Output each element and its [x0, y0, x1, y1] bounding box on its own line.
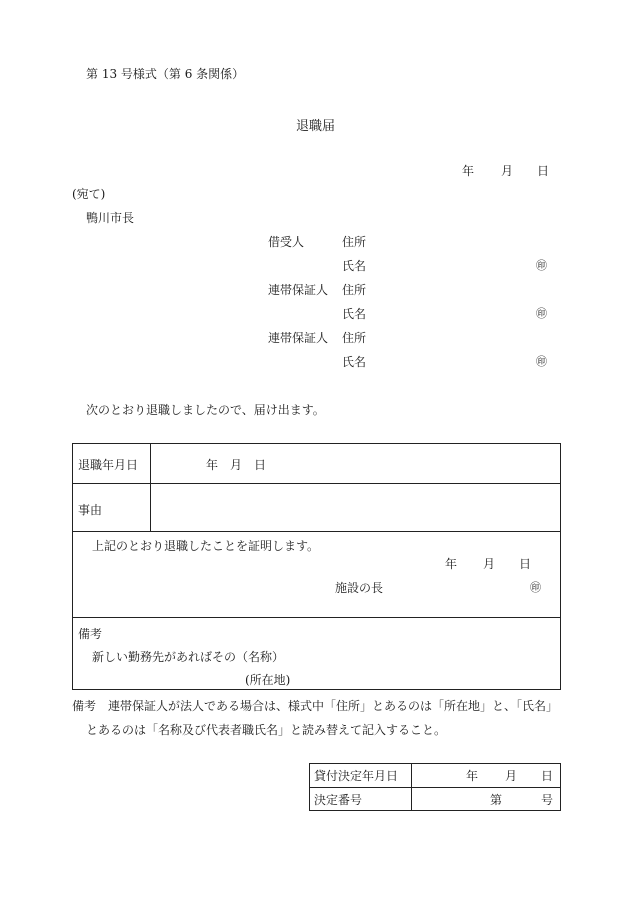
addressee-name: 鴨川市長 — [86, 211, 135, 225]
facility-head-label: 施設の長 — [335, 581, 384, 595]
intro-text: 次のとおり退職しましたので、届け出ます。 — [86, 403, 325, 417]
new-workplace-label: 新しい勤務先があればその（名称） — [92, 650, 285, 664]
decision-month: 月 — [505, 769, 518, 783]
decision-number-suffix: 号 — [541, 793, 554, 807]
guarantor1-label: 連帯保証人 — [268, 283, 329, 297]
guarantor2-label: 連帯保証人 — [268, 331, 329, 345]
table-divider — [72, 617, 561, 618]
facility-seal-icon: ㊞ — [530, 581, 541, 594]
date-day: 日 — [537, 164, 550, 178]
guarantor1-name-label: 氏名 — [342, 307, 367, 321]
certify-year: 年 — [445, 557, 458, 571]
note-line-1: 備考 連帯保証人が法人である場合は、様式中「住所」とあるのは「所在地」と、「氏名」 — [72, 699, 559, 713]
retire-date-value: 年 月 日 — [206, 458, 267, 472]
addressee-prefix: (宛て) — [72, 187, 106, 201]
date-month: 月 — [501, 164, 514, 178]
guarantor2-address-label: 住所 — [342, 331, 367, 345]
remarks-label: 備考 — [78, 627, 103, 641]
borrower-seal-icon: ㊞ — [536, 259, 547, 272]
decision-number-label: 決定番号 — [314, 793, 363, 807]
certify-text: 上記のとおり退職したことを証明します。 — [92, 539, 320, 553]
certify-month: 月 — [483, 557, 496, 571]
table-column-divider — [150, 443, 151, 531]
decision-day: 日 — [541, 769, 554, 783]
borrower-name-label: 氏名 — [342, 259, 367, 273]
borrower-address-label: 住所 — [342, 235, 367, 249]
location-label: (所在地) — [245, 673, 291, 687]
borrower-label: 借受人 — [268, 235, 305, 249]
table-divider — [72, 483, 561, 484]
reason-label: 事由 — [78, 503, 103, 517]
decision-number-prefix: 第 — [490, 793, 503, 807]
guarantor2-seal-icon: ㊞ — [536, 355, 547, 368]
table-divider — [72, 531, 561, 532]
loan-table-column-divider — [411, 763, 412, 811]
decision-year: 年 — [466, 769, 479, 783]
guarantor1-address-label: 住所 — [342, 283, 367, 297]
loan-table-divider — [309, 787, 561, 788]
guarantor1-seal-icon: ㊞ — [536, 307, 547, 320]
certify-day: 日 — [519, 557, 532, 571]
page-title: 退職届 — [296, 119, 336, 134]
guarantor2-name-label: 氏名 — [342, 355, 367, 369]
date-year: 年 — [462, 164, 475, 178]
form-number: 第 13 号様式（第 6 条関係） — [86, 67, 245, 81]
note-line-2: とあるのは「名称及び代表者職氏名」と読み替えて記入すること。 — [86, 723, 447, 737]
decision-date-label: 貸付決定年月日 — [314, 769, 399, 783]
retire-date-label: 退職年月日 — [78, 458, 139, 472]
